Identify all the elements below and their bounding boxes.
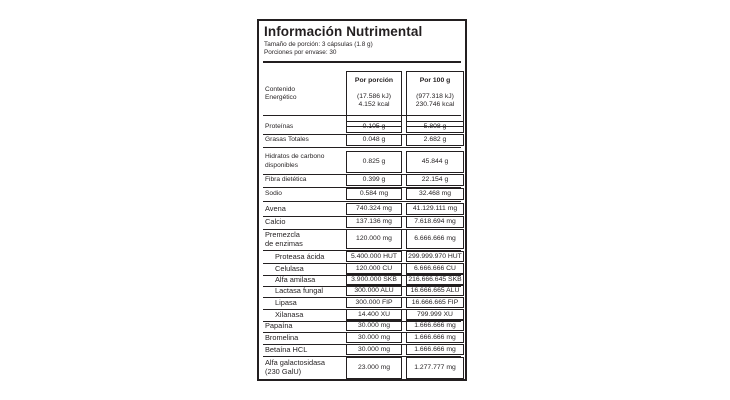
per-serving-value: 137.136 mg	[356, 218, 392, 225]
per-100g-value: 6.666.666 mg	[414, 235, 456, 242]
per-serving-value: 0.048 g	[362, 136, 386, 143]
per-100g-value: 1.666.666 mg	[414, 334, 456, 341]
nutrient-name: Avena	[265, 204, 286, 213]
per-serving-value: 0.825 g	[362, 158, 386, 165]
per-serving-value: 120.000 mg	[356, 235, 392, 242]
nutrient-name: Grasas Totales	[265, 136, 309, 143]
per-100g-value: 45.844 g	[421, 158, 449, 165]
per-100g-value: 7.618.694 mg	[414, 218, 456, 225]
per-serving-value: 0.584 mg	[359, 190, 389, 197]
nutrient-name: Alfa amilasa	[275, 275, 316, 284]
per-serving-value: 300.000 FIP	[355, 299, 393, 306]
per-100g-value: 799.999 XU	[417, 311, 453, 318]
label-title: Información Nutrimental	[264, 24, 423, 39]
per-100g-value: 1.277.777 mg	[414, 364, 456, 371]
per-100g-value: 41.129.111 mg	[412, 205, 458, 212]
per-serving-value: 740.324 mg	[356, 205, 392, 212]
energy-per-serving-kj: (17.586 kJ)	[356, 93, 391, 100]
per-serving-value: 23.000 mg	[357, 364, 391, 371]
per-serving-value: 30.000 mg	[357, 334, 391, 341]
row-divider	[263, 201, 461, 202]
per-100g-value: 1.666.666 mg	[414, 322, 456, 329]
nutrient-name: Calcio	[265, 217, 286, 226]
header-rule	[263, 61, 461, 63]
column-header-per-100g: Por 100 g	[419, 77, 451, 84]
nutrient-name: Fibra dietética	[265, 176, 307, 183]
nutrient-name: Lipasa	[275, 298, 297, 307]
nutrient-name: Papaína	[265, 321, 293, 330]
nutrient-name: Proteasa ácida	[275, 252, 325, 261]
per-serving-value: 14.400 XU	[357, 311, 391, 318]
nutrient-name: Alfa galactosidasa (230 GalU)	[265, 358, 325, 376]
per-serving-value: 5.400.000 HUT	[350, 253, 398, 260]
nutrient-name: Bromelina	[265, 333, 299, 342]
column-header-per-serving: Por porción	[354, 77, 394, 84]
servings-per-container: Porciones por envase: 30	[264, 49, 337, 56]
per-serving-value: 30.000 mg	[357, 346, 391, 353]
per-serving-value: 120.000 CU	[355, 265, 393, 272]
nutrient-name: Premezcla de enzimas	[265, 230, 303, 248]
nutrient-name: Celulasa	[275, 264, 304, 273]
energy-label-line1: Contenido	[265, 86, 296, 93]
per-100g-value: 22.154 g	[421, 176, 449, 183]
energy-per-100g-kcal: 230.746 kcal	[415, 101, 455, 108]
nutrient-name: Sodio	[265, 190, 282, 197]
energy-per-serving-kcal: 4.152 kcal	[358, 101, 390, 108]
nutrition-facts-label	[257, 19, 467, 381]
nutrient-name: Proteínas	[265, 123, 294, 130]
per-serving-value: 0.105 g	[362, 123, 386, 130]
per-serving-value: 3.900.000 SKB	[351, 276, 397, 283]
per-100g-value: 216.666.645 SKB	[408, 276, 462, 283]
per-serving-value: 300.000 ALU	[354, 287, 394, 294]
nutrient-name: Betaína HCL	[265, 345, 308, 354]
per-100g-value: 299.999.970 HUT	[408, 253, 462, 260]
per-serving-value: 30.000 mg	[357, 322, 391, 329]
per-100g-value: 16.666.665 FIP	[411, 299, 459, 306]
nutrient-name: Xilanasa	[275, 310, 304, 319]
per-100g-value: 1.666.666 mg	[414, 346, 456, 353]
energy-rule	[263, 115, 461, 116]
energy-label-line2: Energético	[265, 94, 297, 101]
serving-size: Tamaño de porción: 3 cápsulas (1.8 g)	[264, 41, 373, 48]
energy-per-100g-kj: (977.318 kJ)	[416, 93, 454, 100]
per-100g-value: 2.682 g	[423, 136, 447, 143]
per-100g-value: 6.666.666 CU	[414, 265, 456, 272]
per-100g-value: 5.808 g	[423, 123, 447, 130]
row-divider	[263, 380, 461, 381]
row-divider	[263, 147, 461, 148]
nutrient-name: Hidratos de carbono disponibles	[265, 153, 325, 169]
per-100g-value: 16.666.665 ALU	[410, 287, 460, 294]
per-100g-value: 32.468 mg	[418, 190, 452, 197]
nutrient-name: Lactasa fungal	[275, 286, 324, 295]
per-serving-value: 0.399 g	[362, 176, 386, 183]
